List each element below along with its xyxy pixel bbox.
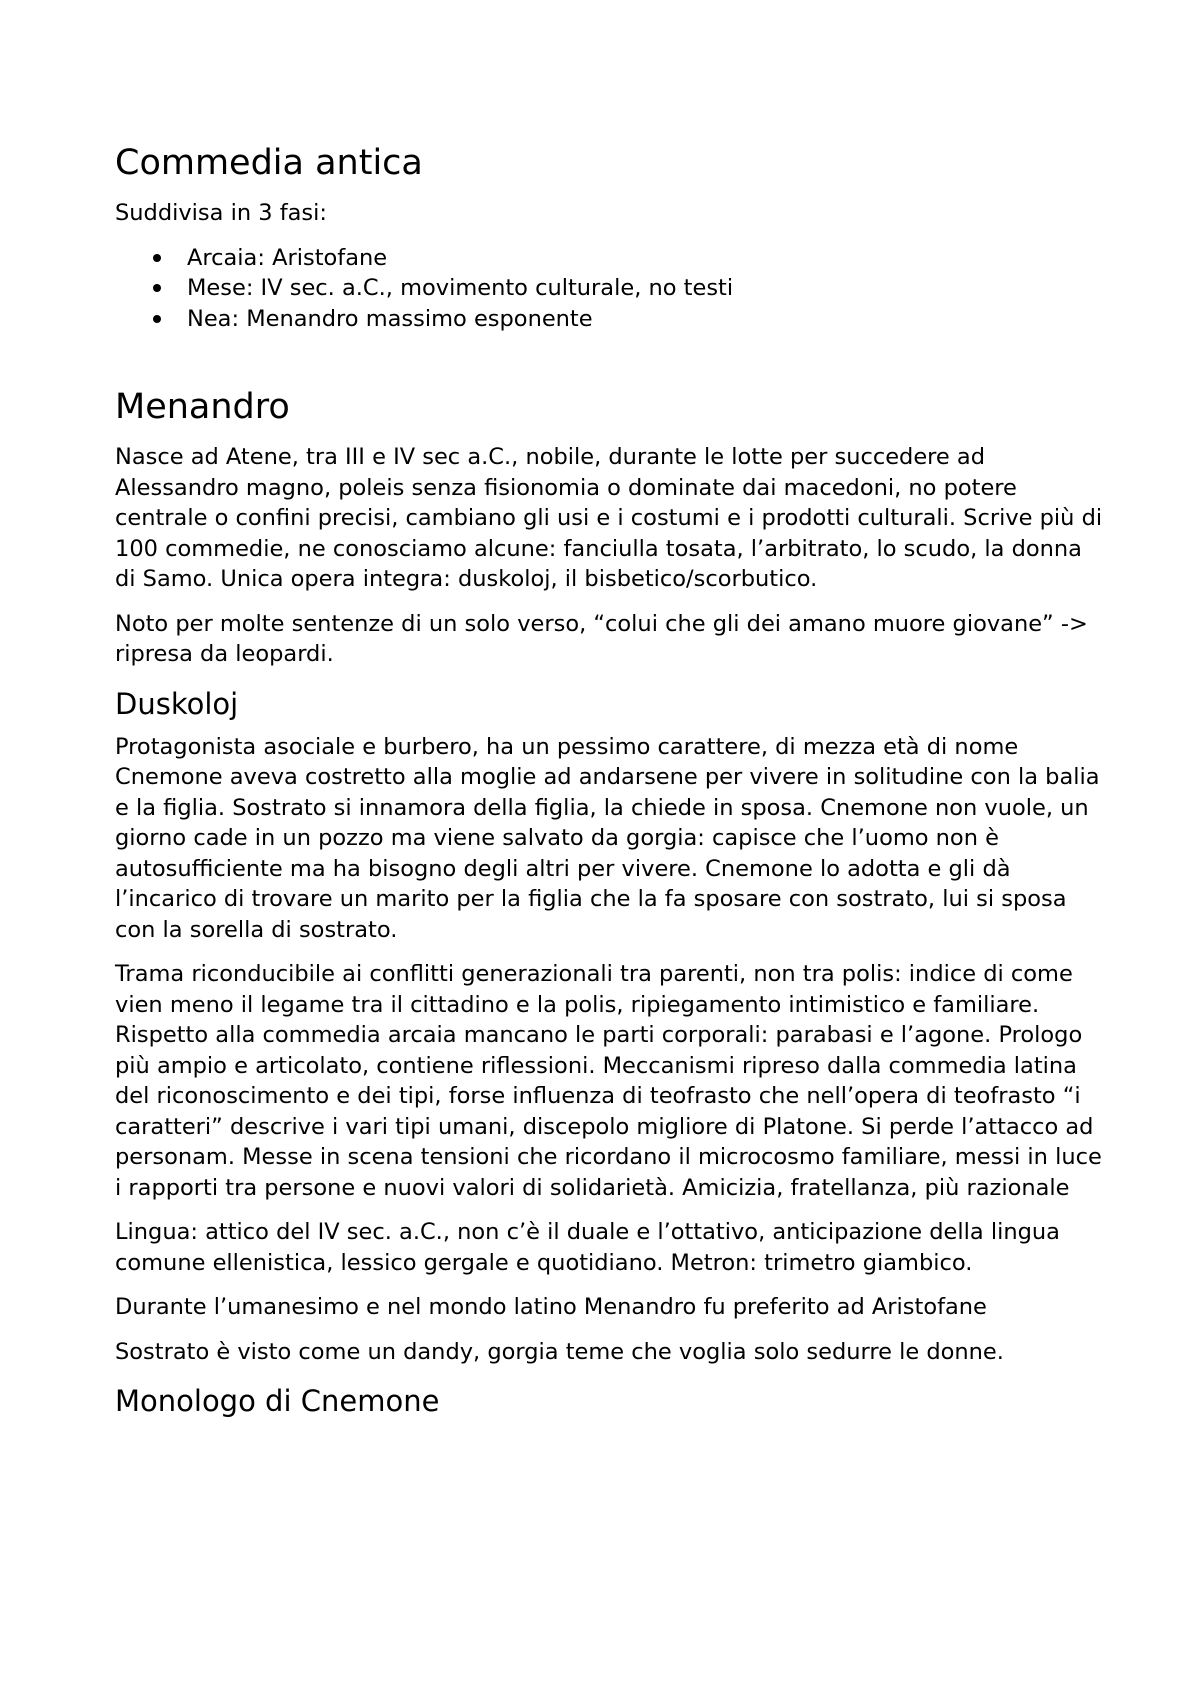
list-item [115,304,1105,335]
heading-duskoloj: Duskoloj [115,686,239,721]
list-item-text: Arcaia: Aristofane [187,244,388,271]
paragraph: Trama riconducibile ai conflitti generazionali tra parenti, non tra polis: indice di come vien meno il legame tra il cittadino e la polis, ripiegamento intimistico e familiare. Rispetto alla commedia arcaia mancano le parti corporali: parabasi e l’agone. Prologo più ampio e articolato, contiene riflessioni. Meccanismi ripreso dalla commedia latina del riconoscimento e dei tipi, forse influenza di teofrasto che nell’opera di teofrasto “i caratteri” descrive i vari tipi umani, discepolo migliore di Platone. Si perde l’attacco ad personam. Messe in scena tensioni che ricordano il microcosmo familiare, messi in luce i rapporti tra persone e nuovi valori di solidarietà. Amicizia, fratellanza, più razionale [115,961,1102,1201]
heading-menandro: Menandro [115,387,290,427]
bullet-icon [153,315,161,323]
heading-monologo-di-cnemone: Monologo di Cnemone [115,1384,440,1418]
list-item [115,273,1105,304]
paragraph: Protagonista asociale e burbero, ha un pessimo carattere, di mezza età di nome Cnemone aveva costretto alla moglie ad andarsene per vivere in solitudine con la balia e la figlia. Sostrato si innamora della figlia, la chiede in sposa. Cnemone non vuole, un giorno cade in un pozzo ma viene salvato da gorgia: capisce che l’uomo non è autosufficiente ma ha bisogno degli altri per vivere. Cnemone lo adotta e gli dà l’incarico di trovare un marito per la figlia che la fa sposare con sostrato, lui si sposa con la sorella di sostrato. [115,733,1100,943]
heading-commedia-antica: Commedia antica [115,143,423,183]
phases-list [115,243,1105,335]
paragraph: Sostrato è visto come un dandy, gorgia teme che voglia solo sedurre le donne. [115,1338,1004,1365]
bullet-icon [153,254,161,262]
paragraph: Lingua: attico del IV sec. a.C., non c’è il duale e l’ottativo, anticipazione della lingua comune ellenistica, lessico gergale e quotidiano. Metron: trimetro giambico. [115,1219,1060,1276]
document-page [115,138,1105,1429]
paragraph: Nasce ad Atene, tra III e IV sec a.C., nobile, durante le lotte per succedere ad Alessandro magno, poleis senza fisionomia o dominate dai macedoni, no potere centrale o confini precisi, cambiano gli usi e i costumi e i prodotti culturali. Scrive più di 100 commedie, ne conosciamo alcune: fanciulla tosata, l’arbitrato, lo scudo, la donna di Samo. Unica opera integra: duskoloj, il bisbetico/scorbutico. [115,444,1103,592]
list-item [115,243,1105,274]
bullet-icon [153,284,161,292]
paragraph: Durante l’umanesimo e nel mondo latino Menandro fu preferito ad Aristofane [115,1294,987,1320]
intro-paragraph: Suddivisa in 3 fasi: [115,200,327,226]
list-item-text: Mese: IV sec. a.C., movimento culturale, no testi [187,275,734,301]
paragraph: Noto per molte sentenze di un solo verso, “colui che gli dei amano muore giovane” -> ripresa da leopardi. [115,610,1088,667]
list-item-text: Nea: Menandro massimo esponente [187,305,593,332]
